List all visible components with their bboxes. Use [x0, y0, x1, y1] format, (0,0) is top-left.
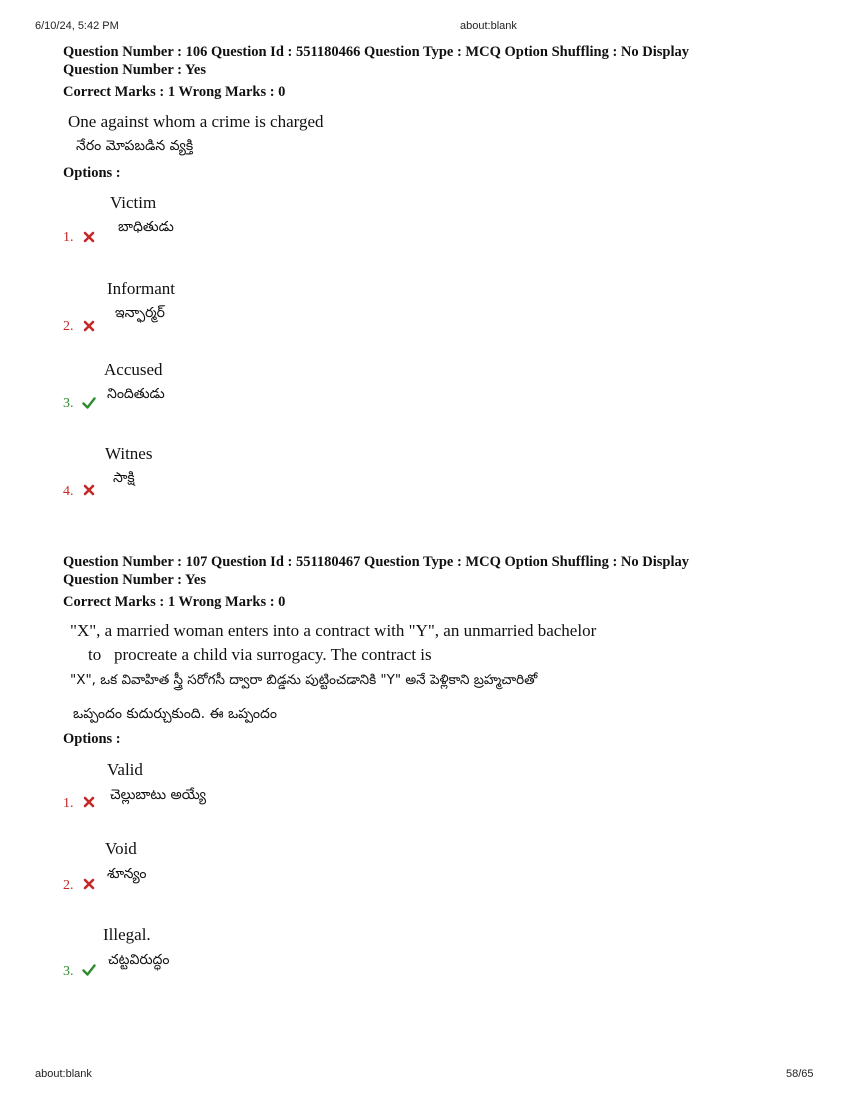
- option-text-te: బాధితుడు: [118, 219, 174, 235]
- correct-check-icon: [82, 396, 96, 410]
- option-text-en: Illegal.: [103, 925, 151, 944]
- footer-url: about:blank: [35, 1068, 92, 1080]
- question-meta-2: Question Number : Yes: [63, 62, 206, 78]
- question-meta: Question Number : 106 Question Id : 551180466 Question Type : MCQ Option Shuffling : No Display: [63, 44, 689, 60]
- wrong-x-icon: [82, 877, 96, 891]
- option-text-en: Victim: [110, 193, 157, 212]
- print-url: about:blank: [460, 20, 517, 32]
- options-label: Options :: [63, 731, 121, 747]
- question-marks: Correct Marks : 1 Wrong Marks : 0: [63, 84, 286, 100]
- page-number: 58/65: [786, 1068, 814, 1080]
- wrong-x-icon: [82, 483, 96, 497]
- option-number: 2.: [63, 319, 74, 334]
- option-text-en: Void: [105, 839, 137, 858]
- option-number: 1.: [63, 230, 74, 245]
- question-meta: Question Number : 107 Question Id : 551180467 Question Type : MCQ Option Shuffling : No Display: [63, 554, 689, 570]
- question-meta-2: Question Number : Yes: [63, 572, 206, 588]
- option-text-te: ఇన్ఫార్మర్: [115, 305, 165, 321]
- option-text-en: Valid: [107, 760, 143, 779]
- correct-check-icon: [82, 963, 96, 977]
- question-text-en: One against whom a crime is charged: [68, 112, 324, 131]
- option-text-te: శూన్యం: [107, 866, 147, 882]
- wrong-x-icon: [82, 230, 96, 244]
- option-number: 3.: [63, 396, 74, 411]
- option-text-en: Accused: [104, 360, 163, 379]
- question-text-te-2: ఒప్పందం కుదుర్చుకుంది. ఈ ఒప్పందం: [73, 706, 277, 722]
- option-number: 4.: [63, 484, 74, 499]
- option-text-en: Witnes: [105, 444, 153, 463]
- option-number: 1.: [63, 796, 74, 811]
- option-number: 2.: [63, 878, 74, 893]
- question-text-en-2: to procreate a child via surrogacy. The contract is: [88, 645, 432, 664]
- print-datetime: 6/10/24, 5:42 PM: [35, 20, 119, 32]
- question-text-te-1: "X", ఒక వివాహిత స్త్రీ సరోగసీ ద్వారా బిడ్డను పుట్టించడానికి "Y" అనే పెళ్లికాని బ్రహ్మచారితో: [70, 672, 538, 688]
- option-number: 3.: [63, 964, 74, 979]
- options-label: Options :: [63, 165, 121, 181]
- wrong-x-icon: [82, 319, 96, 333]
- wrong-x-icon: [82, 795, 96, 809]
- option-text-en: Informant: [107, 279, 175, 298]
- question-text-te: నేరం మోపబడిన వ్యక్తి: [76, 138, 194, 154]
- option-text-te: చెల్లుబాటు అయ్యే: [110, 787, 206, 803]
- option-text-te: సాక్షి: [113, 470, 135, 486]
- option-text-te: నిందితుడు: [107, 386, 165, 402]
- option-text-te: చట్టవిరుద్ధం: [108, 952, 170, 968]
- question-marks: Correct Marks : 1 Wrong Marks : 0: [63, 594, 286, 610]
- question-text-en-1: "X", a married woman enters into a contract with "Y", an unmarried bachelor: [70, 621, 597, 640]
